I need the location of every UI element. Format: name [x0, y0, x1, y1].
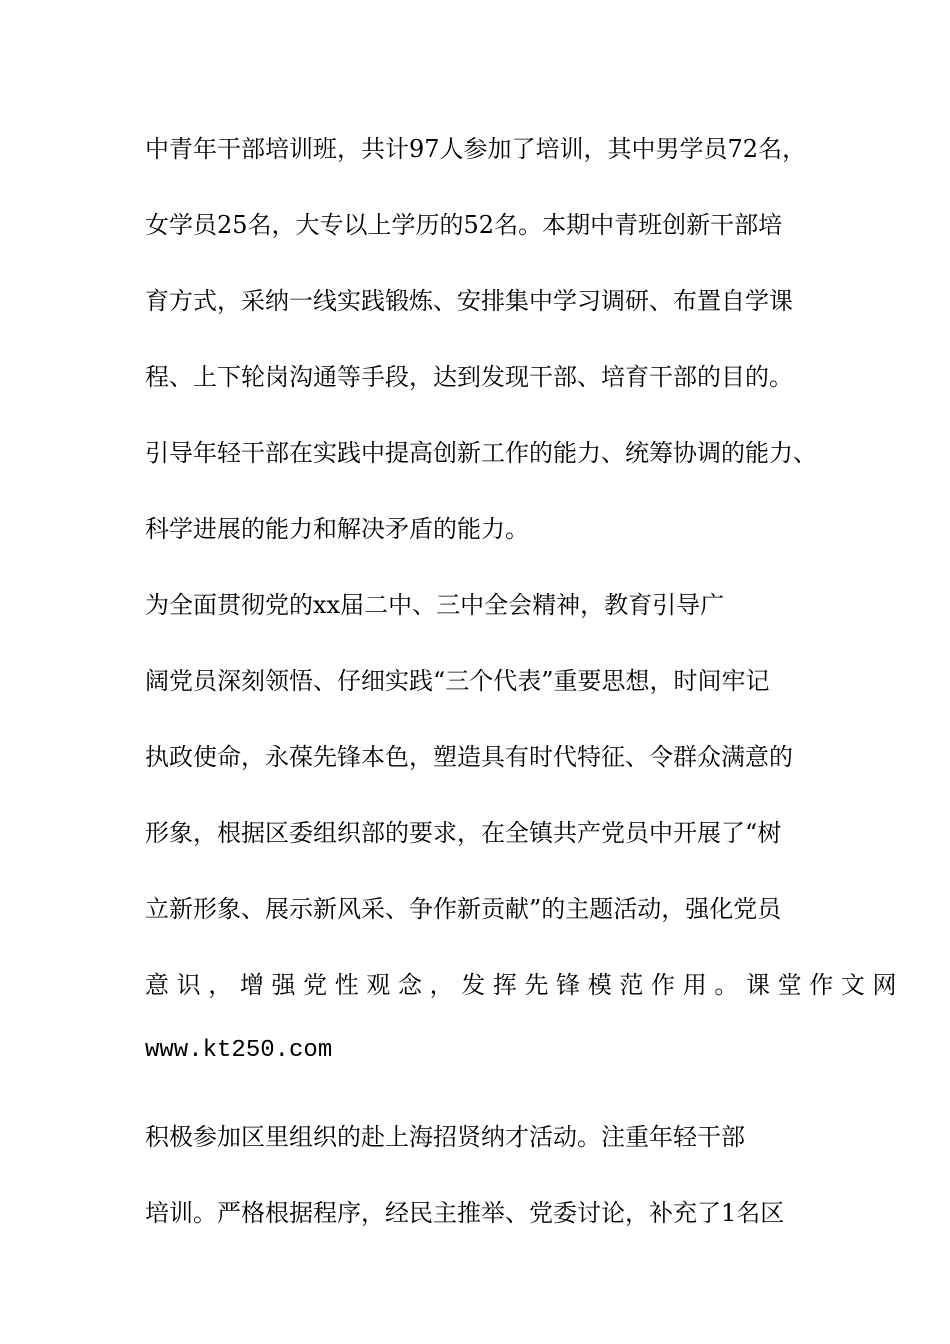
text-line: 为全面贯彻党的xx届二中、三中全会精神，教育引导广 — [145, 591, 725, 619]
text-line: 阔党员深刻领悟、仔细实践“三个代表”重要思想，时间牢记 — [145, 667, 770, 695]
website-url: www.kt250.com — [145, 1037, 333, 1064]
text-line: 中青年干部培训班，共计97人参加了培训，其中男学员72名， — [145, 135, 807, 163]
text-line: 引导年轻干部在实践中提高创新工作的能力、统筹协调的能力、 — [145, 439, 817, 467]
text-line: 执政使命，永葆先锋本色，塑造具有时代特征、令群众满意的 — [145, 743, 793, 771]
text-line: 科学进展的能力和解决矛盾的能力。 — [145, 515, 529, 543]
text-line: 形象，根据区委组织部的要求，在全镇共产党员中开展了“树 — [145, 819, 782, 847]
text-line: 培训。严格根据程序，经民主推举、党委讨论，补充了1名区 — [145, 1199, 785, 1227]
text-line: 积极参加区里组织的赴上海招贤纳才活动。注重年轻干部 — [145, 1123, 745, 1151]
text-line: 育方式，采纳一线实践锻炼、安排集中学习调研、布置自学课 — [145, 287, 793, 315]
text-line: 立新形象、展示新风采、争作新贡献”的主题活动，强化党员 — [145, 895, 782, 923]
text-line: 女学员25名，大专以上学历的52名。本期中青班创新干部培 — [145, 211, 783, 239]
text-line: 意 识 ， 增 强 党 性 观 念 ， 发 挥 先 锋 模 范 作 用 。 课 堂 作 文 网 — [145, 971, 897, 999]
text-line: 程、上下轮岗沟通等手段，达到发现干部、培育干部的目的。 — [145, 363, 793, 391]
